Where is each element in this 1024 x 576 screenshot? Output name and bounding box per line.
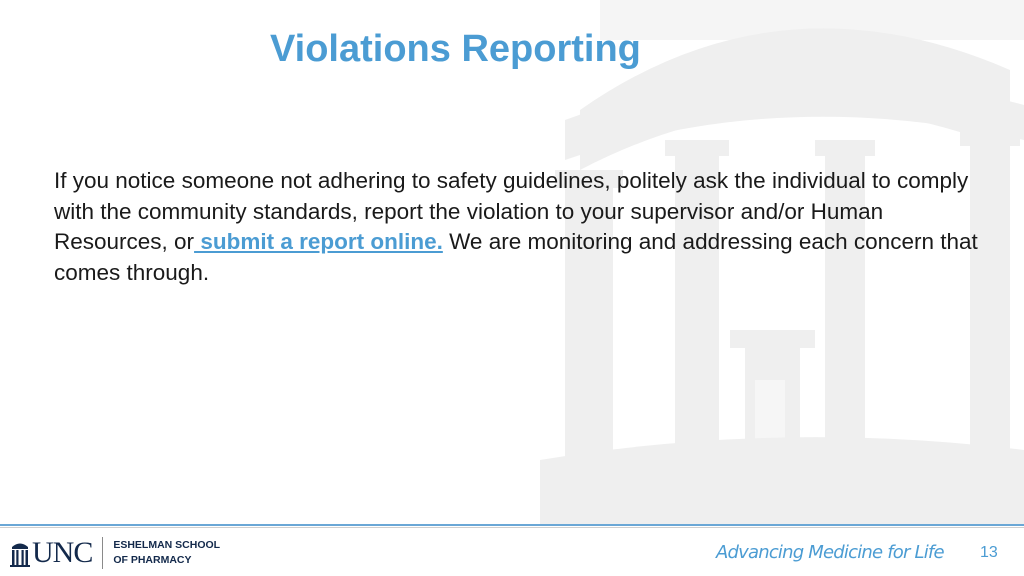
tagline: Advancing Medicine for Life bbox=[716, 542, 944, 563]
slide-title: Violations Reporting bbox=[270, 28, 641, 70]
footer-divider-gray bbox=[0, 527, 1024, 528]
school-name-line-2: OF PHARMACY bbox=[113, 554, 192, 566]
submit-report-link[interactable]: submit a report online. bbox=[194, 229, 443, 254]
unc-pharmacy-logo bbox=[10, 536, 220, 570]
body-text-before-link: If you notice someone not adhering to safety guidelines, politely ask the individual to comply with the community standards, report the violation to your supervisor and/or Human Resources, or bbox=[54, 168, 969, 254]
school-name bbox=[113, 538, 220, 568]
body-paragraph bbox=[54, 166, 994, 288]
body-text-after-link: We are monitoring and addressing each concern that comes through. bbox=[54, 229, 978, 285]
footer-divider-blue bbox=[0, 524, 1024, 526]
old-well-icon bbox=[10, 539, 30, 567]
logo-divider bbox=[102, 537, 103, 569]
page-number: 13 bbox=[980, 544, 998, 561]
unc-logo-text: UNC bbox=[32, 536, 93, 569]
unc-wordmark bbox=[10, 538, 92, 568]
school-name-line-1: ESHELMAN SCHOOL bbox=[113, 539, 221, 551]
